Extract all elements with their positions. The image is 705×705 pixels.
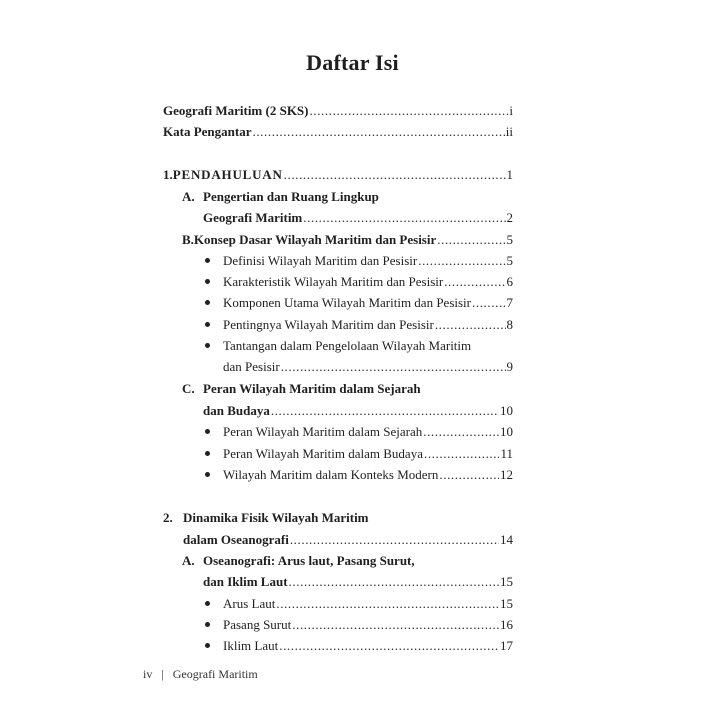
toc-entry-page: 5 (506, 232, 513, 247)
bullet-icon (205, 258, 210, 263)
toc-entry-label: dan Budaya (203, 403, 270, 418)
toc-section-1b[interactable] (182, 231, 513, 249)
dot-leader (437, 231, 505, 249)
section-letter: A. (182, 553, 195, 568)
toc-entry-geografi-maritim[interactable] (163, 102, 513, 120)
toc-item-komponen[interactable] (223, 294, 513, 312)
toc-entry-label: Tantangan dalam Pengelolaan Wilayah Maritim (223, 338, 472, 353)
toc-item-pasang-surut[interactable] (223, 616, 513, 634)
dot-leader (444, 273, 505, 291)
dot-leader (289, 573, 499, 591)
toc-item-iklim-laut[interactable] (223, 637, 513, 655)
dot-leader (435, 316, 506, 334)
toc-entry-label: Dinamika Fisik Wilayah Maritim (183, 510, 369, 525)
toc-entry-label: Geografi Maritim (2 SKS) (163, 103, 309, 118)
section-letter: C. (182, 381, 195, 396)
bullet-icon (205, 622, 210, 627)
toc-entry-page: 1 (506, 167, 513, 182)
toc-entry-page: 15 (500, 596, 513, 611)
toc-entry-page: 16 (500, 617, 513, 632)
toc-entry-label: Geografi Maritim (203, 210, 303, 225)
footer-page-number: iv (143, 667, 153, 681)
toc-entry-label: Pasang Surut (223, 617, 292, 632)
toc-item-pentingnya[interactable] (223, 316, 513, 334)
toc-item-definisi[interactable] (223, 252, 513, 270)
toc-chapter-2-cont[interactable] (183, 531, 513, 549)
page-footer (143, 667, 258, 682)
toc-item-konteks-modern[interactable] (223, 466, 513, 484)
toc-entry-label: Iklim Laut (223, 638, 279, 653)
toc-entry-page: 11 (500, 446, 513, 461)
toc-item-karakteristik[interactable] (223, 273, 513, 291)
chapter-number: 2. (163, 510, 173, 525)
toc-section-1c-cont[interactable] (203, 402, 513, 420)
toc-entry-label: Komponen Utama Wilayah Maritim dan Pesisir (223, 295, 471, 310)
toc-entry-page: 17 (500, 638, 513, 653)
bullet-icon (205, 279, 210, 284)
toc-section-1a[interactable] (182, 188, 512, 206)
toc-entry-label: Arus Laut (223, 596, 276, 611)
toc-section-1a-cont[interactable] (203, 209, 513, 227)
toc-section-1c[interactable] (182, 380, 512, 398)
toc-entry-label: dan Pesisir (223, 359, 280, 374)
toc-item-tantangan-cont[interactable] (223, 358, 513, 376)
dot-leader (303, 209, 505, 227)
bullet-icon (205, 343, 210, 348)
bullet-icon (205, 451, 210, 456)
toc-entry-page: 12 (500, 467, 513, 482)
dot-leader (310, 102, 509, 120)
dot-leader (279, 637, 499, 655)
toc-entry-page: 9 (506, 359, 513, 374)
toc-entry-label: Peran Wilayah Maritim dalam Sejarah (203, 381, 421, 396)
dot-leader (292, 616, 499, 634)
bullet-icon (205, 429, 210, 434)
toc-entry-label: Pentingnya Wilayah Maritim dan Pesisir (223, 317, 434, 332)
dot-leader (284, 166, 506, 184)
toc-entry-page: 6 (506, 274, 513, 289)
toc-entry-kata-pengantar[interactable] (163, 123, 513, 141)
toc-item-sejarah[interactable] (223, 423, 513, 441)
toc-entry-label: Karakteristik Wilayah Maritim dan Pesisir (223, 274, 444, 289)
bullet-icon (205, 472, 210, 477)
dot-leader (281, 358, 506, 376)
bullet-icon (205, 322, 210, 327)
toc-entry-label: PENDAHULUAN (172, 167, 283, 182)
toc-entry-label: Oseanografi: Arus laut, Pasang Surut, (203, 553, 415, 568)
bullet-icon (205, 643, 210, 648)
dot-leader (439, 466, 499, 484)
toc-entry-label: Definisi Wilayah Maritim dan Pesisir (223, 253, 418, 268)
toc-entry-page: 10 (500, 424, 513, 439)
footer-separator: | (161, 667, 164, 681)
toc-entry-label: Peran Wilayah Maritim dalam Budaya (223, 446, 423, 461)
toc-entry-label: Wilayah Maritim dalam Konteks Modern (223, 467, 439, 482)
dot-leader (276, 595, 499, 613)
dot-leader (252, 123, 504, 141)
toc-chapter-2[interactable] (163, 509, 513, 527)
section-letter: B. (182, 232, 194, 247)
toc-entry-label: Konsep Dasar Wilayah Maritim dan Pesisir (193, 232, 437, 247)
toc-entry-label: dan Iklim Laut (203, 574, 288, 589)
toc-chapter-1[interactable] (163, 166, 513, 184)
dot-leader (271, 402, 499, 420)
chapter-number: 1. (163, 167, 173, 182)
toc-entry-label: Pengertian dan Ruang Lingkup (203, 189, 379, 204)
dot-leader (423, 423, 499, 441)
toc-entry-page: 10 (500, 403, 513, 418)
dot-leader (424, 445, 500, 463)
toc-entry-page: 15 (500, 574, 513, 589)
toc-entry-label: Kata Pengantar (163, 124, 252, 139)
toc-entry-label: dalam Oseanografi (183, 532, 289, 547)
toc-item-budaya[interactable] (223, 445, 513, 463)
dot-leader (290, 531, 499, 549)
toc-entry-page: 7 (506, 295, 513, 310)
toc-item-tantangan[interactable] (223, 337, 513, 355)
toc-entry-page: 14 (500, 532, 513, 547)
footer-book-title: Geografi Maritim (172, 667, 258, 681)
toc-section-2a[interactable] (182, 552, 512, 570)
toc-entry-page: i (509, 103, 513, 118)
toc-entry-label: Peran Wilayah Maritim dalam Sejarah (223, 424, 423, 439)
toc-entry-page: 2 (506, 210, 513, 225)
bullet-icon (205, 300, 210, 305)
toc-entry-page: 5 (506, 253, 513, 268)
page-title: Daftar Isi (306, 50, 399, 75)
toc-entry-page: ii (505, 124, 513, 139)
toc-section-2a-cont[interactable] (203, 573, 513, 591)
dot-leader (472, 294, 506, 312)
toc-entry-page: 8 (506, 317, 513, 332)
bullet-icon (205, 601, 210, 606)
dot-leader (418, 252, 505, 270)
toc-item-arus-laut[interactable] (223, 595, 513, 613)
section-letter: A. (182, 189, 195, 204)
